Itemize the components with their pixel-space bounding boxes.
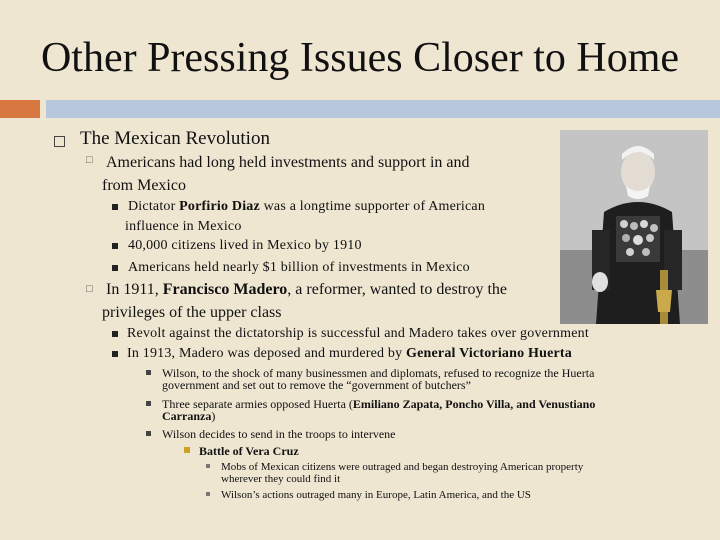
bullet-diaz-name: Porfirio Diaz [179,199,260,214]
bullet-square-tiny [206,492,210,496]
bullet-square-small [146,431,151,436]
portrait-image [560,130,708,324]
point-madero-line2: privileges of the upper class [102,304,282,321]
heading-mexican-revolution: The Mexican Revolution [80,128,270,149]
bullet-square-small [146,370,151,375]
bullet-square-small [146,401,151,406]
bullet-square [112,265,118,271]
detail-mobs-line2: wherever they could find it [221,473,341,485]
bullet-revolt: Revolt against the dictatorship is successful and Madero takes over government [127,326,589,341]
bullet-diaz-text1: Dictator [128,199,180,214]
bullet-huerta-text: In 1913, Madero was deposed and murdered by [127,346,407,361]
sub-armies-names: Emiliano Zapata, Poncho Villa, and Venustiano [352,397,596,411]
bullet-huerta-name: General Victoriano Huerta [406,346,572,361]
point-investments-line1: Americans had long held investments and support in and [106,154,470,171]
sub-armies-line1 [162,398,595,410]
point-madero-line1 [106,280,507,300]
portrait-photo [560,130,708,324]
point-madero-text2: , a reformer, wanted to destroy the [287,281,508,298]
bullet-diaz-text2: was a longtime supporter of American [259,199,486,214]
bullet-hollow-square [54,136,65,147]
slide-title: Other Pressing Issues Closer to Home [40,35,680,81]
bullet-diaz-line2: influence in Mexico [125,219,242,234]
bullet-square [112,204,118,210]
sub-armies-text: Three separate armies opposed Huerta ( [162,397,353,411]
bullet-square-tiny [206,464,210,468]
bullet-square [112,351,118,357]
accent-bar-orange [0,100,40,118]
sub-armies-carranza: Carranza [162,409,212,423]
bullet-square [112,331,118,337]
accent-bar-blue [46,100,720,118]
point-madero-name: Francisco Madero [162,281,288,298]
sub-vera-cruz: Battle of Vera Cruz [199,444,299,458]
bullet-diaz-line1 [128,197,485,217]
sub-wilson-line2: government and set out to remove the “government of butchers” [162,378,471,392]
bullet-huerta [127,344,572,364]
sub-armies-close: ) [211,409,216,423]
sub-armies-line2 [162,410,215,422]
bullet-square-gold [184,447,190,453]
bullet-citizens: 40,000 citizens lived in Mexico by 1910 [128,238,362,253]
sub-wilson-line1: Wilson, to the shock of many businessmen and diplomats, refused to recognize the Huerta [162,366,595,380]
detail-mobs-line1: Mobs of Mexican citizens were outraged and began destroying American property [221,461,584,473]
point-investments-line2: from Mexico [102,177,186,194]
bullet-billion: Americans held nearly $1 billion of investments in Mexico [128,260,470,275]
bullet-square [112,243,118,249]
bullet-box-icon: □ [86,154,93,166]
bullet-box-icon: □ [86,283,93,295]
point-madero-text1: In 1911, [106,281,163,298]
sub-troops: Wilson decides to send in the troops to intervene [162,427,396,441]
detail-outrage: Wilson’s actions outraged many in Europe, Latin America, and the US [221,489,531,501]
